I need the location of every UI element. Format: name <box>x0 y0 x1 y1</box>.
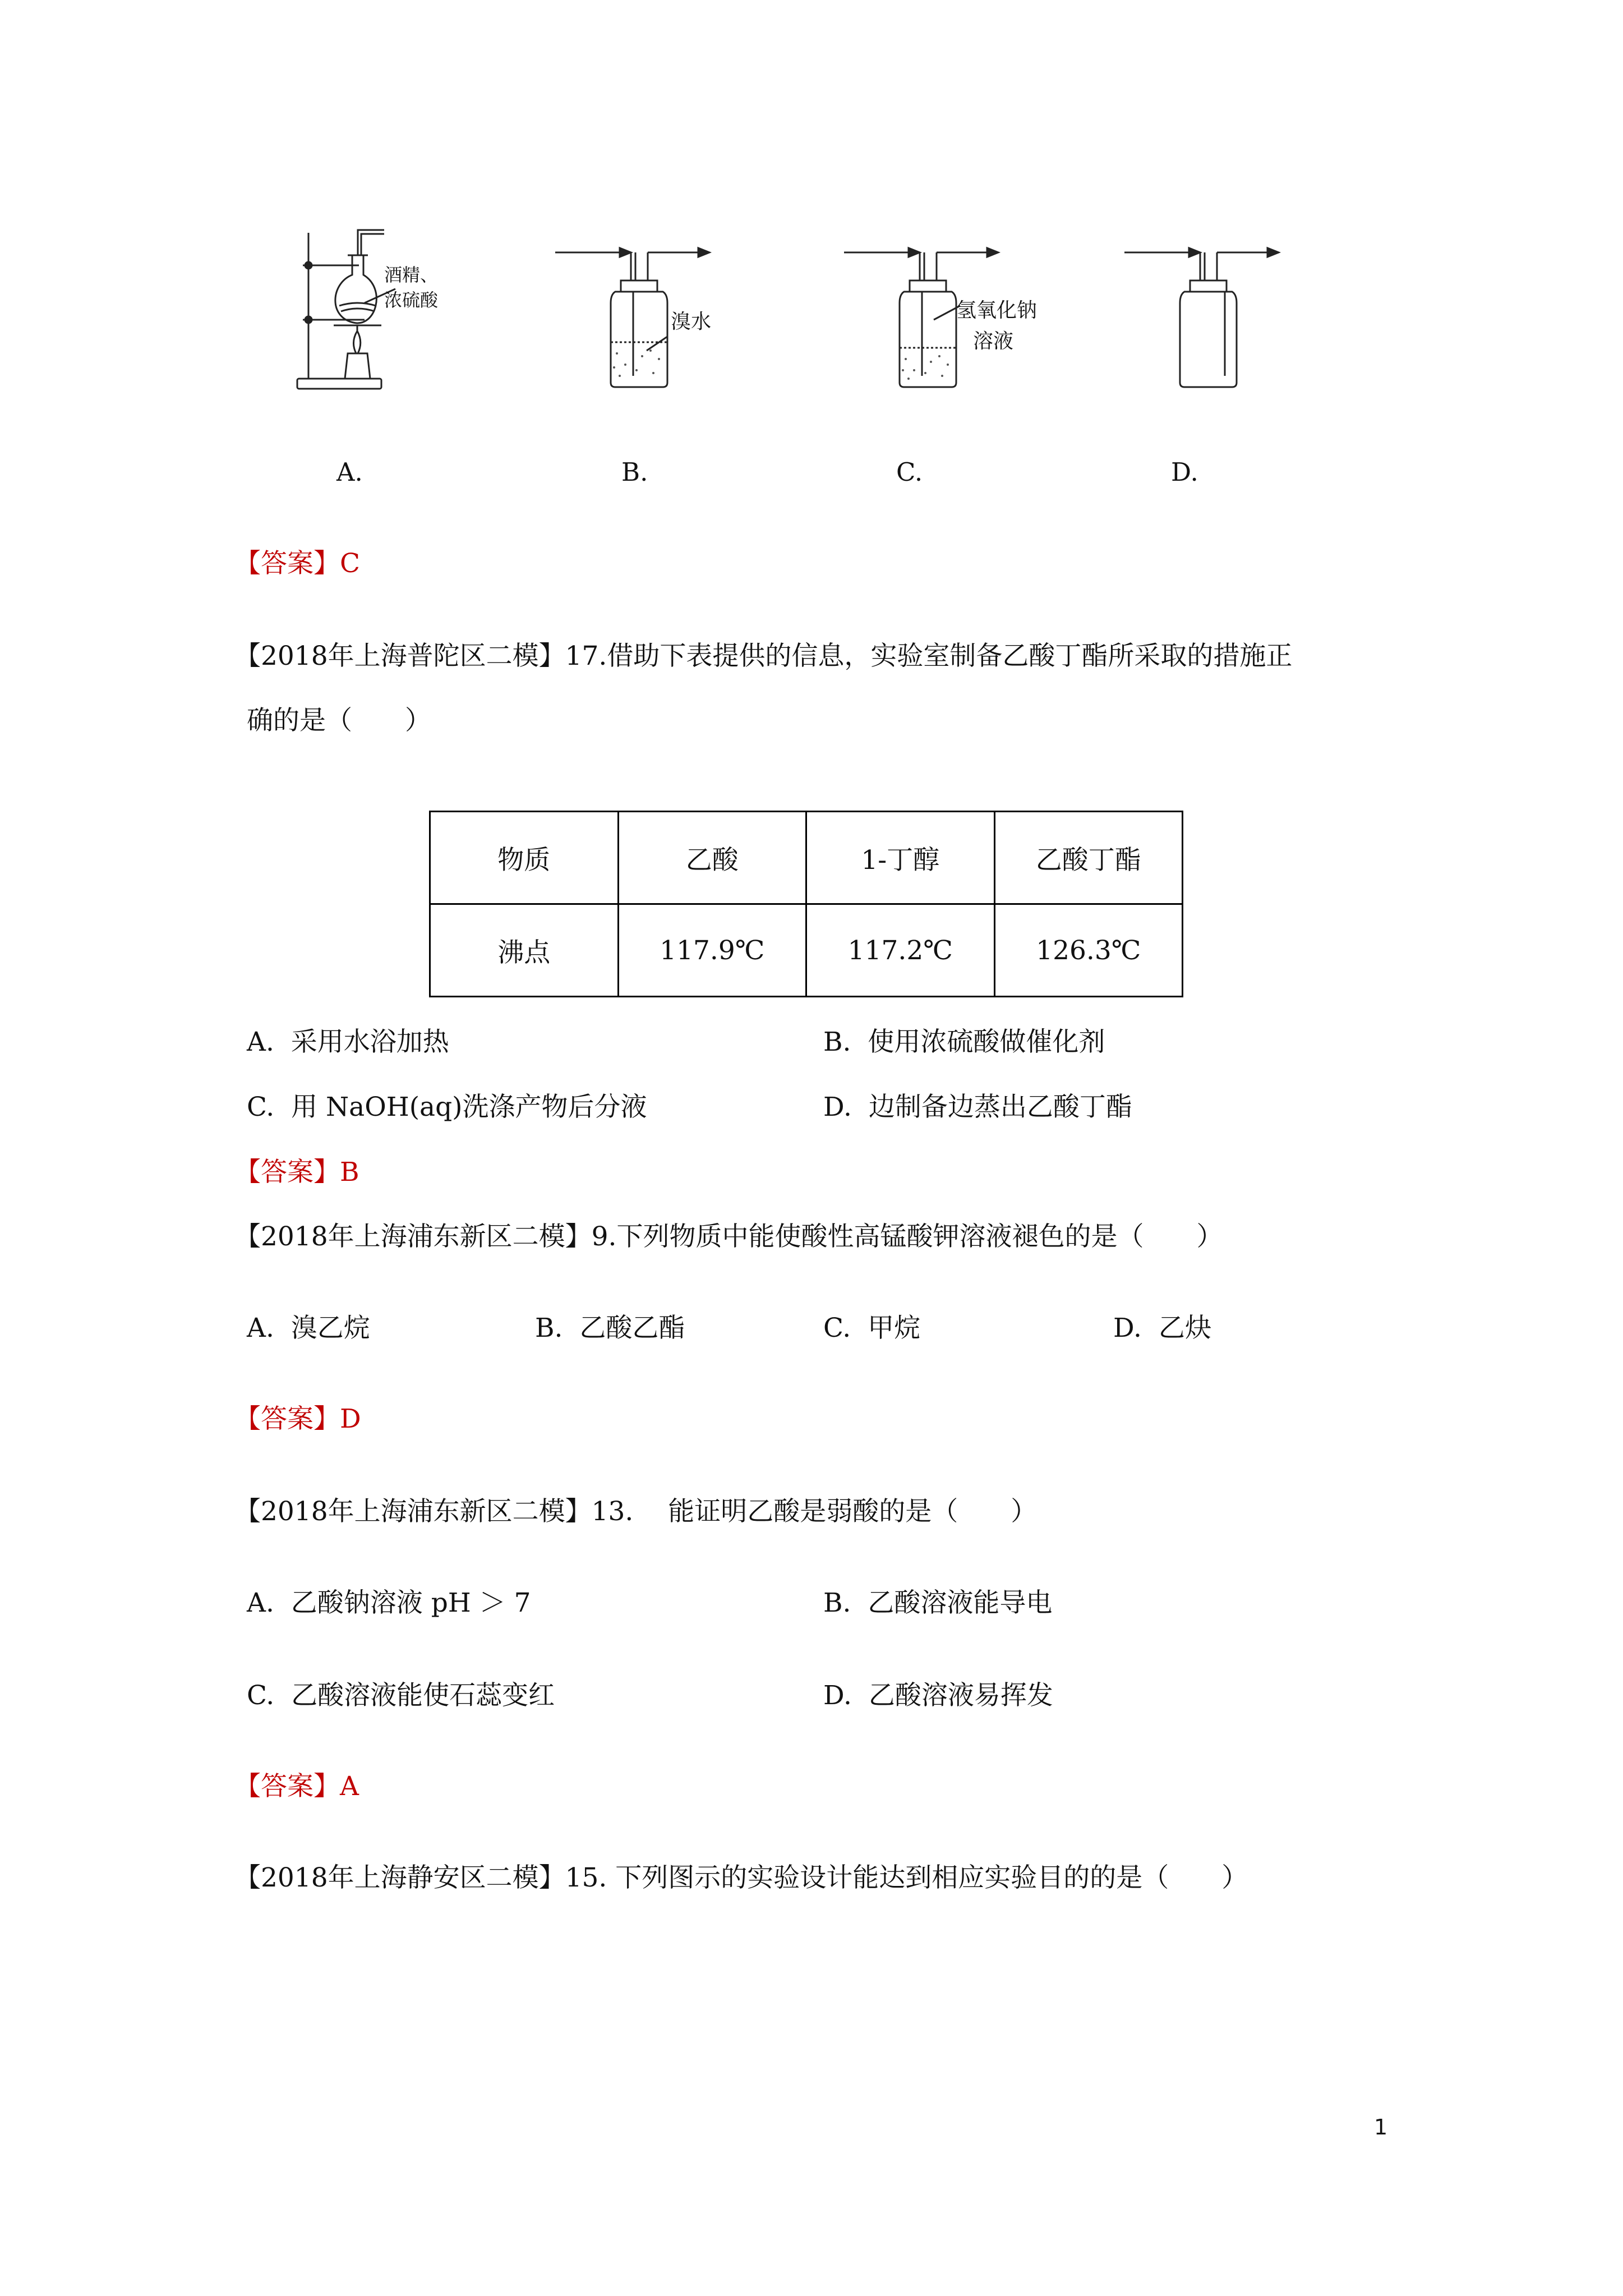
q9-option-d: D. 乙炔 <box>1113 1313 1211 1343</box>
table-cell-butanol-bp: 117.2℃ <box>806 904 995 997</box>
page-number: 1 <box>1374 2115 1388 2139</box>
q13-answer: 【答案】A <box>234 1771 359 1802</box>
figure-a-label-2: 浓硫酸 <box>384 289 439 311</box>
q9-option-a: A. 溴乙烷 <box>247 1313 370 1343</box>
q9-option-b: B. 乙酸乙酯 <box>535 1313 685 1343</box>
figure-c-letter: C. <box>896 457 923 487</box>
gas-wash-bottle-icon <box>552 236 743 393</box>
table-header-substance: 物质 <box>430 812 619 904</box>
table-cell-boiling-point-label: 沸点 <box>430 904 619 997</box>
q13-option-a: A. 乙酸钠溶液 pH ＞ 7 <box>247 1588 531 1618</box>
figure-c-label-2: 溶液 <box>973 330 1014 353</box>
q17-answer: 【答案】B <box>234 1157 359 1188</box>
q13-option-c: C. 乙酸溶液能使石蕊变红 <box>247 1680 555 1711</box>
q15-stem: 【2018年上海静安区二模】15. 下列图示的实验设计能达到相应实验目的的是（ ） <box>234 1862 1248 1893</box>
table-header-butanol: 1-丁醇 <box>806 812 995 904</box>
table-header-acetic-acid: 乙酸 <box>618 812 806 904</box>
boiling-point-table <box>429 811 1183 997</box>
figure-d-empty-bottle <box>1122 236 1312 393</box>
answer-previous: 【答案】C <box>234 548 360 579</box>
q17-option-a: A. 采用水浴加热 <box>247 1027 449 1057</box>
figure-b-wash-bottle <box>552 236 743 393</box>
figure-c-label-1: 氢氧化钠 <box>956 299 1038 322</box>
q17-option-b: B. 使用浓硫酸做催化剂 <box>823 1027 1105 1057</box>
q13-stem: 【2018年上海浦东新区二模】13. 能证明乙酸是弱酸的是（ ） <box>234 1496 1038 1527</box>
figure-b-letter: B. <box>621 457 648 487</box>
figure-d-letter: D. <box>1171 457 1198 487</box>
q17-stem-line-1: 【2018年上海普陀区二模】17.借助下表提供的信息，实验室制备乙酸丁酯所采取的措施正 <box>234 641 1293 671</box>
table-cell-butyl-acetate-bp: 126.3℃ <box>994 904 1183 997</box>
q17-stem-line-2: 确的是（ ） <box>247 705 431 736</box>
q13-option-d: D. 乙酸溶液易挥发 <box>823 1680 1053 1711</box>
figure-a-label-1: 酒精、 <box>384 264 439 286</box>
empty-gas-bottle-icon <box>1122 236 1312 393</box>
figure-b-label: 溴水 <box>671 310 712 333</box>
table-header-butyl-acetate: 乙酸丁酯 <box>994 812 1183 904</box>
table-cell-acetic-acid-bp: 117.9℃ <box>618 904 806 997</box>
figure-a-letter: A. <box>336 457 363 487</box>
q13-option-b: B. 乙酸溶液能导电 <box>823 1588 1053 1618</box>
q9-answer: 【答案】D <box>234 1404 361 1434</box>
q17-option-c: C. 用 NaOH(aq)洗涤产物后分液 <box>247 1092 647 1122</box>
q9-stem: 【2018年上海浦东新区二模】9.下列物质中能使酸性高锰酸钾溶液褪色的是（ ） <box>234 1221 1223 1252</box>
q17-option-d: D. 边制备边蒸出乙酸丁酯 <box>823 1092 1132 1122</box>
q9-option-c: C. 甲烷 <box>823 1313 921 1343</box>
